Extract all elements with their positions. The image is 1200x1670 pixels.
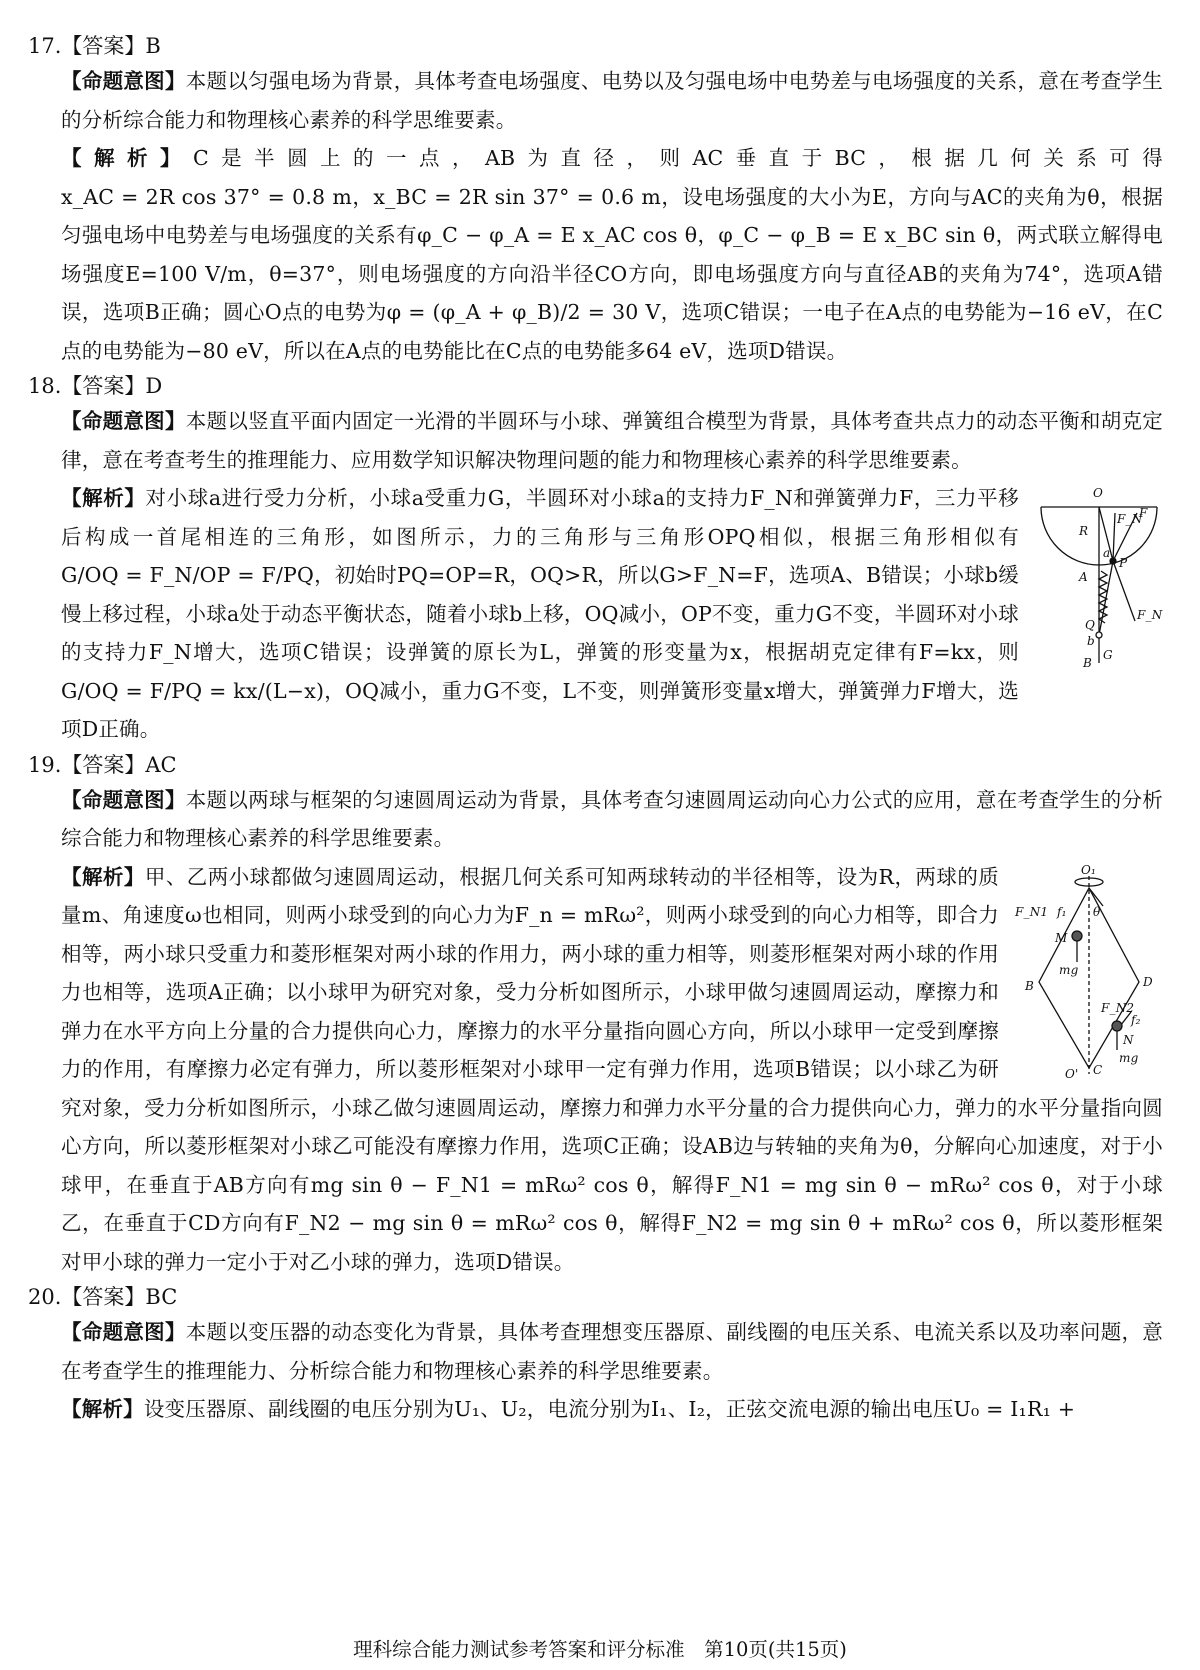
q17-formula-1: x_AC = 2R cos 37° = 0.8 m，x_BC = 2R sin 37° = 0.6 m， [61, 184, 683, 209]
q18-fig-label-a-point: A [1079, 570, 1088, 584]
q19-analysis-1: 甲、乙两小球都做匀速圆周运动，根据几何关系可知两球转动的半径相等，设为R，两球的质量m、角速度ω也相同，则两小球受到的向心力为 [61, 864, 999, 927]
q18-formula-2: G/OQ = F/PQ = kx/(L−x)， [61, 678, 346, 703]
q18-analysis-tag: 【解析】 [61, 486, 146, 510]
q19-fig-label-f2: f₂ [1131, 1012, 1141, 1027]
q20-formula-1: U₀ = I₁R₁ + [953, 1397, 1076, 1421]
q19-fig-label-theta: θ [1093, 904, 1101, 919]
q18-fig-label-a: a [1103, 546, 1111, 560]
q18-analysis-1: 对小球a进行受力分析，小球a受重力G，半圆环对小球a的支持力F_N和弹簧弹力F，三力平移后构成一首尾相连的三角形，如图所示，力的三角形与三角形OPQ相似，根据三角形相似有 [61, 486, 1019, 549]
q17-analysis-2: 设电场强度的大小为E，方向与AC的夹角为θ，根据匀强电场中电势差与电场强度的关系有 [61, 184, 1163, 247]
q19-intent-text: 本题以两球与框架的匀速圆周运动为背景，具体考查匀速圆周运动向心力公式的应用，意在考查学生的分析综合能力和物理核心素养的科学思维要素。 [61, 787, 1163, 850]
q19-fig-label-mg2: mg [1119, 1050, 1139, 1065]
q18-figure-semicircle-spring [1033, 483, 1163, 673]
q19-intent [61, 781, 1163, 858]
q17-intent [61, 62, 1163, 139]
q18-fig-label-b: b [1087, 634, 1095, 648]
q19-analysis-tag: 【解析】 [61, 864, 145, 889]
q19-formula-3: F_N2 − mg sin θ = mRω² cos θ，解得F_N2 = mg sin θ + mRω² cos θ， [284, 1211, 1037, 1235]
q18-fig-label-g: G [1103, 648, 1113, 662]
q19-formula-1: F_n = mRω²， [514, 903, 666, 927]
q20-intent-tag: 【命题意图】 [61, 1320, 186, 1344]
q17-intent-tag: 【命题意图】 [61, 69, 186, 93]
q17-analysis-1: C是半圆上的一点，AB为直径，则AC垂直于BC，根据几何关系可得 [192, 146, 1163, 170]
q18-analysis-3: OQ减小，重力G不变，L不变，则弹簧形变量x增大，弹簧弹力F增大，选项D正确。 [61, 678, 1020, 741]
q19-fig-label-fn1: F_N1 [1015, 904, 1049, 919]
question-20 [28, 1281, 1163, 1429]
page-footer: 理科综合能力测试参考答案和评分标准 第10页(共15页) [353, 1638, 847, 1661]
q18-fig-label-o: O [1093, 486, 1104, 500]
q20-analysis-tag: 【解析】 [61, 1397, 144, 1421]
q20-intent [61, 1313, 1163, 1390]
q19-fig-label-f1: f₁ [1057, 904, 1067, 919]
q19-formula-2: mg sin θ − F_N1 = mRω² cos θ，解得F_N1 = mg sin θ − mRω² cos θ， [310, 1172, 1077, 1197]
q18-fig-label-p: P [1119, 556, 1128, 570]
q19-intent-tag: 【命题意图】 [61, 787, 186, 812]
question-17 [28, 30, 1163, 370]
q17-intent-text: 本题以匀强电场为背景，具体考查电场强度、电势以及匀强电场中电势差与电场强度的关系，意在考查学生的分析综合能力和物理核心素养的科学思维要素。 [61, 69, 1163, 132]
q18-answer-heading: 18.【答案】D [28, 374, 163, 398]
q19-figure-rhombus-frame [1013, 862, 1163, 1082]
q19-answer-heading: 19.【答案】AC [28, 752, 177, 777]
q18-analysis [61, 479, 1163, 749]
q18-formula-1: G/OQ = F_N/OP = F/PQ， [61, 563, 335, 587]
q18-intent-tag: 【命题意图】 [61, 409, 186, 433]
q18-intent-text: 本题以竖直平面内固定一光滑的半圆环与小球、弹簧组合模型为背景，具体考查共点力的动态平衡和胡克定律，意在考查考生的推理能力、应用数学知识解决物理问题的能力和物理核心素养的科学思维要素。 [61, 409, 1163, 472]
q20-intent-text: 本题以变压器的动态变化为背景，具体考查理想变压器原、副线圈的电压关系、电流关系以及功率问题，意在考查学生的推理能力、分析综合能力和物理核心素养的科学思维要素。 [61, 1320, 1163, 1383]
q17-analysis-4: 选项C错误；一电子在A点的电势能为−16 eV，在C点的电势能为−80 eV，所以在A点的电势能比在C点的电势能多64 eV，选项D错误。 [61, 300, 1163, 363]
q18-fig-label-r: R [1079, 524, 1089, 538]
q20-answer-heading: 20.【答案】BC [28, 1285, 178, 1309]
q19-fig-label-c: C [1093, 1062, 1103, 1077]
q17-analysis [61, 139, 1163, 370]
q18-fig-label-fn: F_N [1117, 512, 1143, 526]
q17-analysis-3: 两式联立解得电场强度E=100 V/m，θ=37°，则电场强度的方向沿半径CO方向，即电场强度方向与直径AB的夹角为74°，选项A错误，选项B正确；圆心O点的电势为 [61, 223, 1163, 324]
q18-fig-label-fn2: F_N [1137, 608, 1163, 622]
q17-analysis-tag: 【解析】 [61, 146, 193, 170]
q17-formula-3: φ = (φ_A + φ_B)/2 = 30 V， [386, 300, 682, 324]
q20-analysis-1: 设变压器原、副线圈的电压分别为U₁、U₂，电流分别为I₁、I₂，正弦交流电源的输出电压 [143, 1397, 954, 1421]
q19-analysis [61, 858, 1163, 1282]
q20-analysis [61, 1390, 1163, 1429]
q19-fig-label-m: M [1055, 930, 1068, 945]
answer-page [28, 30, 1163, 1429]
q19-analysis-3: 对于小球乙，在垂直于CD方向有 [61, 1172, 1163, 1235]
q19-analysis-4: 所以菱形框架对甲小球的弹力一定小于对乙小球的弹力，选项D错误。 [61, 1211, 1164, 1274]
q18-intent [61, 402, 1163, 479]
q19-fig-label-o-prime: O' [1065, 1066, 1079, 1081]
q19-fig-label-n: N [1123, 1032, 1134, 1047]
q18-fig-label-q: Q [1085, 618, 1096, 632]
q18-fig-label-f: F [1139, 506, 1148, 520]
q19-fig-label-b: B [1025, 978, 1035, 993]
q19-fig-label-mg1: mg [1059, 962, 1079, 977]
q18-analysis-2: 初始时PQ=OP=R，OQ>R，所以G>F_N=F，选项A、B错误；小球b缓慢上移过程，小球a处于动态平衡状态，随着小球b上移，OQ减小，OP不变，重力G不变，半圆环对小球的支持力F_N增大，选项C错误；设弹簧的原长为L，弹簧的形变量为x，根据胡克定律有F=kx，则 [61, 563, 1019, 664]
q19-fig-label-fn2: F_N2 [1101, 1000, 1135, 1015]
question-18 [28, 370, 1163, 749]
q18-fig-label-b-point: B [1083, 656, 1093, 670]
q19-analysis-2: 则两小球受到的向心力相等，即合力相等，两小球只受重力和菱形框架对两小球的作用力，两小球的重力相等，则菱形框架对两小球的作用力也相等，选项A正确；以小球甲为研究对象，受力分析如图所示，小球甲做匀速圆周运动，摩擦力和弹力在水平方向上分量的合力提供向心力，摩擦力的水平分量指向圆心方向，所以小球甲一定受到摩擦力的作用，有摩擦力必定有弹力，所以菱形框架对小球甲一定有弹力作用，选项B错误；以小球乙为研究对象，受力分析如图所示，小球乙做匀速圆周运动，摩擦力和弹力水平分量的合力提供向心力，弹力的水平分量指向圆心方向，所以菱形框架对小球乙可能没有摩擦力作用，选项C正确；设AB边与转轴的夹角为θ，分解向心加速度，对于小球甲，在垂直于AB方向有 [61, 903, 1163, 1197]
q19-fig-label-d: D [1143, 974, 1153, 989]
q17-answer-heading: 17.【答案】B [28, 34, 161, 58]
q19-fig-label-o1: O₁ [1081, 862, 1097, 877]
question-19 [28, 749, 1163, 1282]
q17-formula-2: φ_C − φ_A = E x_AC cos θ，φ_C − φ_B = E x_BC sin θ， [417, 223, 1017, 247]
